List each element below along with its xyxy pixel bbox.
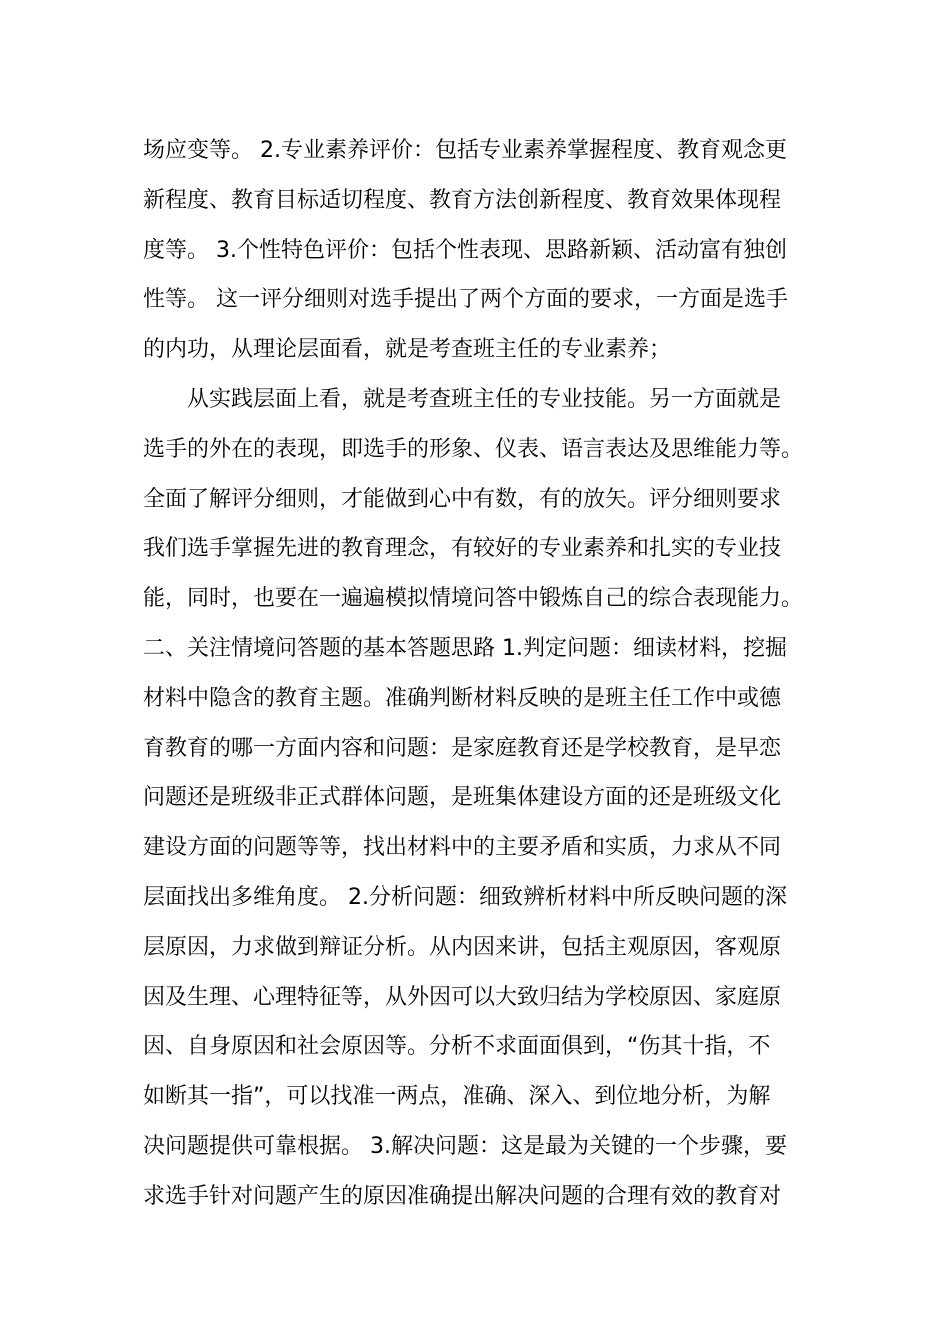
text-line: 育教育的哪一方面内容和问题：是家庭教育还是学校教育，是早恋	[143, 735, 782, 761]
text-line: 全面了解评分细则，才能做到心中有数，有的放矢。评分细则要求	[143, 486, 782, 512]
text-line: 因及生理、心理特征等，从外因可以大致归结为学校原因、家庭原	[143, 984, 782, 1010]
text-line: 因、自身原因和社会原因等。分析不求面面俱到，“伤其十指，不	[143, 1034, 771, 1060]
text-line: 问题还是班级非正式群体问题，是班集体建设方面的还是班级文化	[143, 785, 782, 811]
text-line: 决问题提供可靠根据。 3.解决问题：这是最为关键的一个步骤，要	[143, 1133, 787, 1159]
text-line: 度等。 3.个性特色评价：包括个性表现、思路新颖、活动富有独创	[143, 237, 787, 263]
text-line: 二、关注情境问答题的基本答题思路 1.判定问题：细读材料，挖掘	[143, 635, 787, 661]
text-line: 选手的外在的表现，即选手的形象、仪表、语言表达及思维能力等。	[143, 436, 804, 462]
text-line: 场应变等。 2.专业素养评价：包括专业素养掌握程度、教育观念更	[143, 138, 787, 163]
text-line: 层面找出多维角度。 2.分析问题：细致辨析材料中所反映问题的深	[143, 884, 787, 910]
text-line: 求选手针对问题产生的原因准确提出解决问题的合理有效的教育对	[143, 1183, 782, 1209]
text-line: 建设方面的问题等等，找出材料中的主要矛盾和实质，力求从不同	[143, 835, 782, 861]
text-line: 如断其一指”，可以找准一两点，准确、深入、到位地分析，为解	[143, 1084, 771, 1110]
text-line: 性等。 这一评分细则对选手提出了两个方面的要求，一方面是选手	[143, 287, 788, 313]
text-line: 从实践层面上看，就是考查班主任的专业技能。另一方面就是	[187, 387, 782, 412]
paragraph-2	[143, 375, 811, 1222]
text-line: 材料中隐含的教育主题。准确判断材料反映的是班主任工作中或德	[143, 685, 782, 711]
text-line: 层原因，力求做到辩证分析。从内因来讲，包括主观原因，客观原	[143, 934, 782, 960]
text-line: 的内功，从理论层面看，就是考查班主任的专业素养；	[143, 337, 672, 363]
paragraph-1	[143, 126, 811, 375]
text-line: 能，同时，也要在一遍遍模拟情境问答中锻炼自己的综合表现能力。	[143, 586, 804, 612]
text-line: 新程度、教育目标适切程度、教育方法创新程度、教育效果体现程	[143, 187, 782, 213]
text-line: 我们选手掌握先进的教育理念，有较好的专业素养和扎实的专业技	[143, 536, 782, 562]
